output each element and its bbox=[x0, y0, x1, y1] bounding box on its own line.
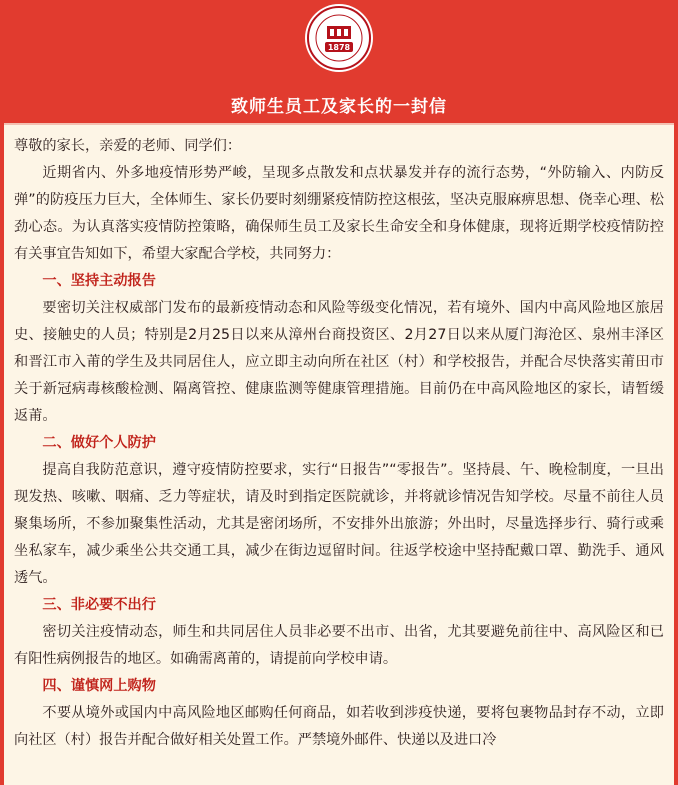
letter-intro: 近期省内、外多地疫情形势严峻，呈现多点散发和点状暴发并存的流行态势，“外防输入、内防反弹”的防疫压力巨大，全体师生、家长仍要时刻绷紧疫情防控这根弦，坚决克服麻痹思想、侥幸心理、松劲心态。为认真落实疫情防控策略，确保师生员工及家长生命安全和身体健康，现将近期学校疫情防控有关事宜告知如下，希望大家配合学校，共同努力： bbox=[14, 165, 664, 262]
section-heading: 一、坚持主动报告 bbox=[42, 273, 156, 289]
section-text: 密切关注疫情动态，师生和共同居住人员非必要不出市、出省，尤其要避免前往中、高风险区和已有阳性病例报告的地区。如确需离莆的，请提前向学校申请。 bbox=[14, 624, 664, 667]
seal-year: 1878 bbox=[327, 43, 351, 52]
section-heading: 三、非必要不出行 bbox=[42, 597, 156, 613]
section-heading: 二、做好个人防护 bbox=[42, 435, 156, 451]
letter-greeting: 尊敬的家长，亲爱的老师、同学们： bbox=[14, 138, 242, 154]
section-text: 不要从境外或国内中高风险地区邮购任何商品，如若收到涉疫快递，要将包裹物品封存不动，立即向社区（村）报告并配合做好相关处置工作。严禁境外邮件、快递以及进口冷 bbox=[14, 705, 664, 748]
letter-body bbox=[4, 125, 674, 754]
letter-card bbox=[4, 123, 674, 785]
header-banner bbox=[0, 0, 678, 120]
school-seal-icon bbox=[303, 2, 375, 74]
section-heading: 四、谨慎网上购物 bbox=[42, 678, 156, 694]
page-title: 致师生员工及家长的一封信 bbox=[231, 97, 447, 117]
section-text: 提高自我防范意识，遵守疫情防控要求，实行“日报告”“零报告”。坚持晨、午、晚检制度，一旦出现发热、咳嗽、咽痛、乏力等症状，请及时到指定医院就诊，并将就诊情况告知学校。尽量不前往人员聚集场所，不参加聚集性活动，尤其是密闭场所，不安排外出旅游；外出时，尽量选择步行、骑行或乘坐私家车，减少乘坐公共交通工具，减少在街边逗留时间。往返学校途中坚持配戴口罩、勤洗手、通风透气。 bbox=[14, 462, 664, 586]
section-text: 要密切关注权威部门发布的最新疫情动态和风险等级变化情况，若有境外、国内中高风险地区旅居史、接触史的人员；特别是2月25日以来从漳州台商投资区、2月27日以来从厦门海沧区、泉州丰泽区和晋江市入莆的学生及共同居住人，应立即主动向所在社区（村）和学校报告，并配合尽快落实莆田市关于新冠病毒核酸检测、隔离管控、健康监测等健康管理措施。目前仍在中高风险地区的家长，请暂缓返莆。 bbox=[14, 300, 664, 424]
